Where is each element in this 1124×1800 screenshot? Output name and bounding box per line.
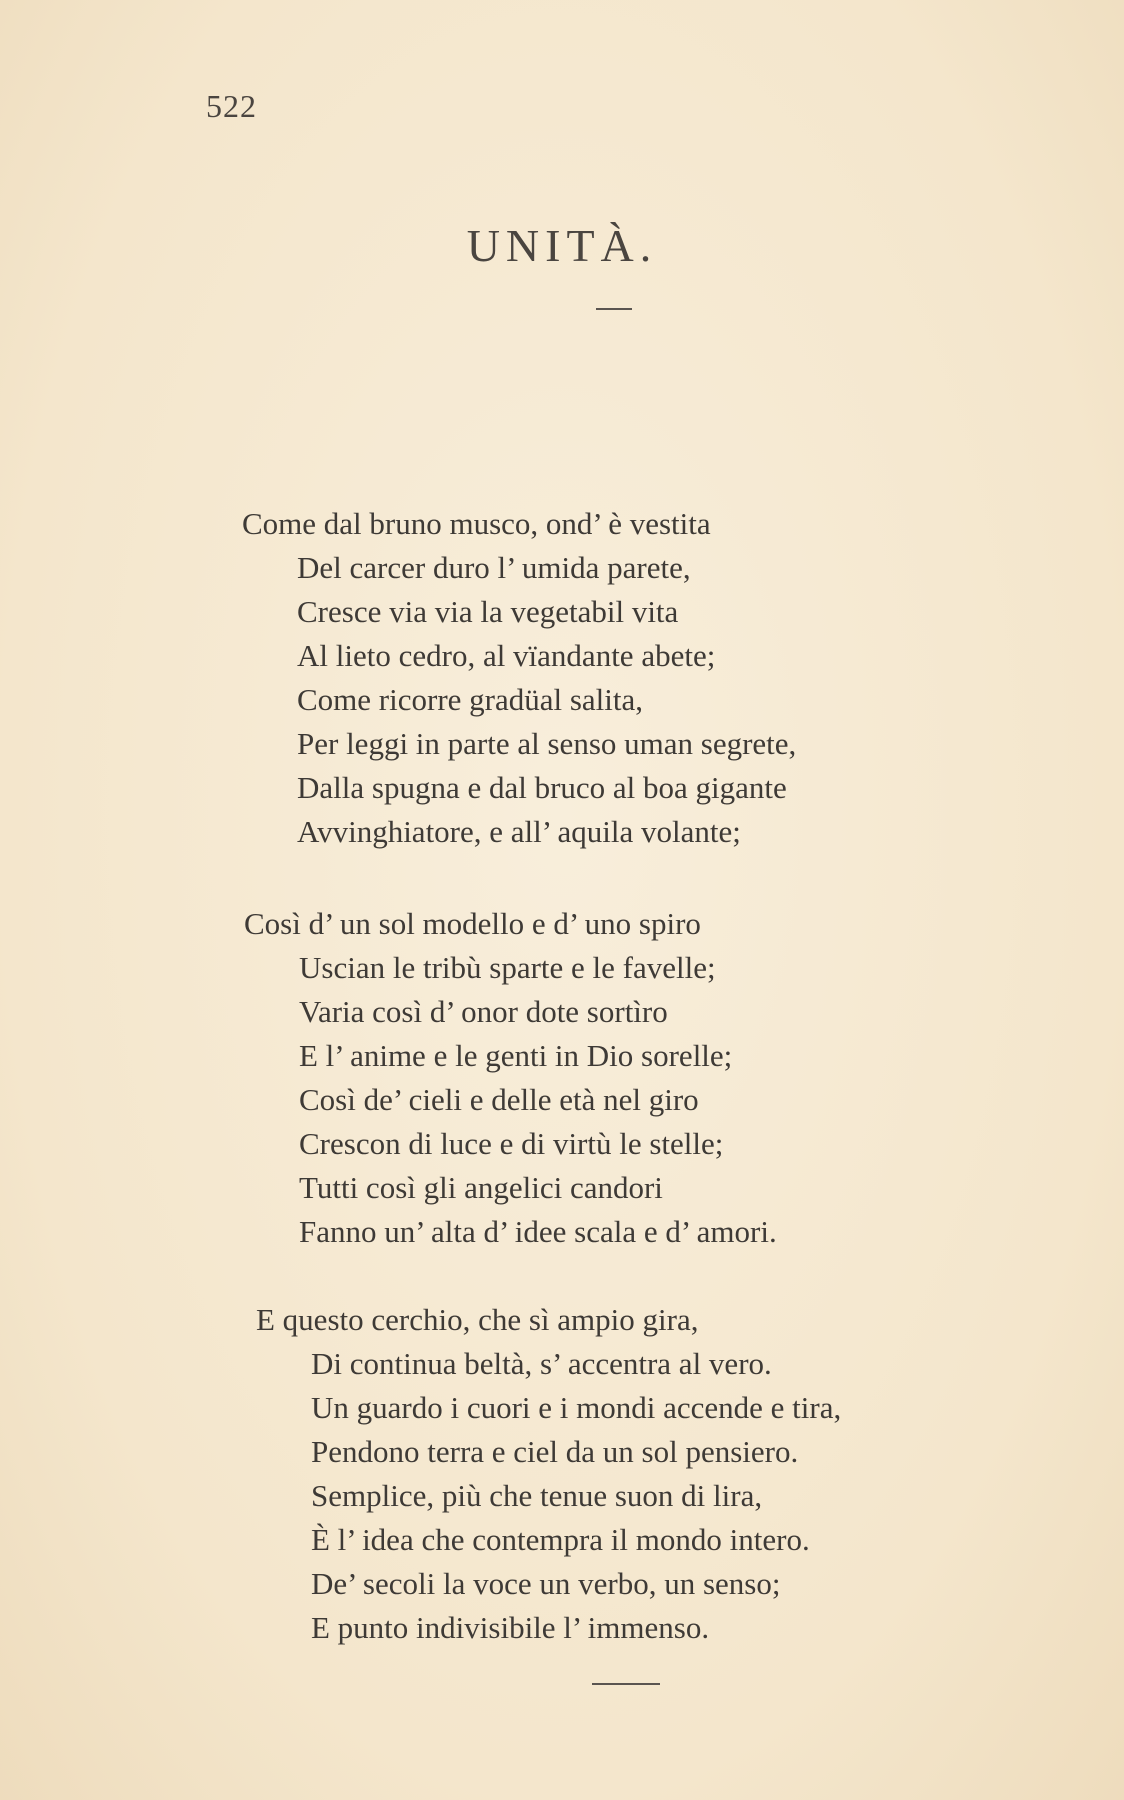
verse-line: Uscian le tribù sparte e le favelle; [299,950,716,985]
verse-line: E punto indivisibile l’ immenso. [311,1610,710,1645]
verse-line: Un guardo i cuori e i mondi accende e tira, [311,1390,842,1425]
verse-line: E l’ anime e le genti in Dio sorelle; [299,1038,733,1073]
verse-line: Come ricorre gradüal salita, [297,682,644,717]
stanza-3 [256,1298,841,1650]
verse-line: De’ secoli la voce un verbo, un senso; [311,1566,781,1601]
poem-title: UNITÀ. [466,219,658,271]
verse-line: È l’ idea che contempra il mondo intero. [311,1522,810,1557]
verse-line: Tutti così gli angelici candori [299,1170,663,1205]
stanza-1 [242,502,796,854]
verse-line: Per leggi in parte al senso uman segrete, [297,726,797,761]
verse-line: Crescon di luce e di virtù le stelle; [299,1126,724,1161]
verse-line: Al lieto cedro, al vïandante abete; [297,638,716,673]
verse-line: Come dal bruno musco, ond’ è vestita [242,506,711,541]
verse-line: Avvinghiatore, e all’ aquila volante; [297,814,741,849]
end-divider [592,1683,660,1685]
page-number: 522 [206,88,257,124]
verse-line: Varia così d’ onor dote sortìro [299,994,668,1029]
verse-line: E questo cerchio, che sì ampio gira, [256,1302,699,1337]
verse-line: Così de’ cieli e delle età nel giro [299,1082,699,1117]
verse-line: Fanno un’ alta d’ idee scala e d’ amori. [299,1214,777,1249]
stanza-2 [244,902,777,1254]
verse-line: Di continua beltà, s’ accentra al vero. [311,1346,772,1381]
verse-line: Semplice, più che tenue suon di lira, [311,1478,763,1513]
verse-line: Del carcer duro l’ umida parete, [297,550,691,585]
verse-line: Cresce via via la vegetabil vita [297,594,679,629]
verse-line: Così d’ un sol modello e d’ uno spiro [244,906,701,941]
verse-line: Dalla spugna e dal bruco al boa gigante [297,770,787,805]
verse-line: Pendono terra e ciel da un sol pensiero. [311,1434,799,1469]
title-divider [596,308,632,310]
